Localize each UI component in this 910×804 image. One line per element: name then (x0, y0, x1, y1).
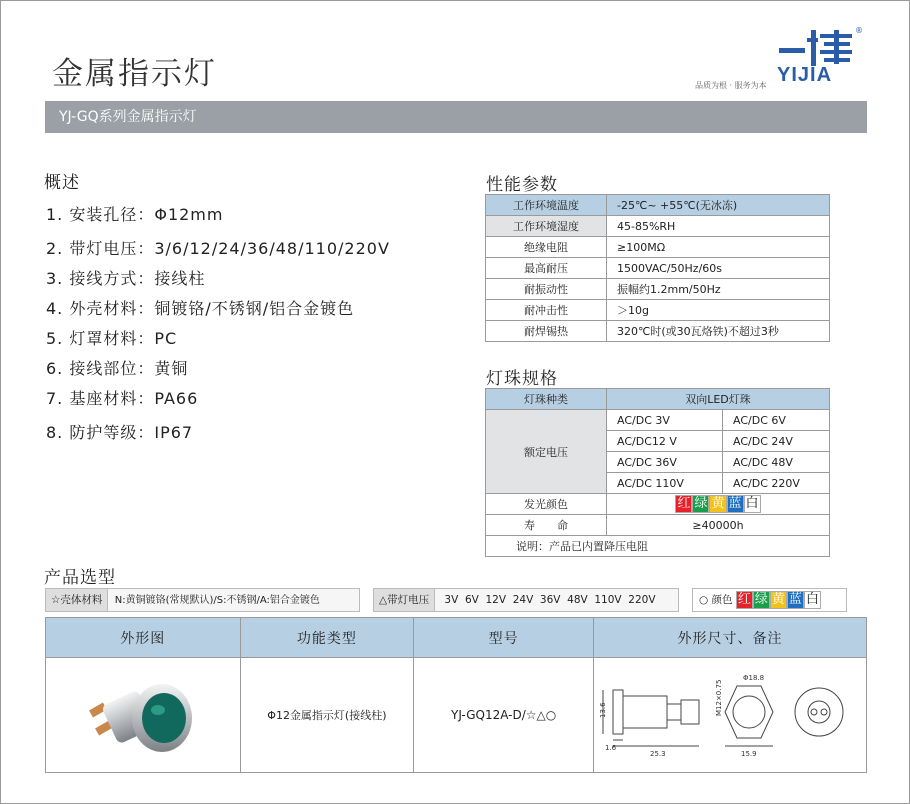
dim-nut-diameter: Φ18.8 (743, 673, 765, 682)
color-legend (692, 588, 847, 612)
overview-item: 4. 外壳材料：铜镀铬/不锈钢/铝合金镀色 (46, 299, 355, 318)
perf-value: 320℃时(或30瓦烙铁)不超过3秒 (607, 321, 830, 342)
table-row (486, 494, 830, 515)
overview-item: 7. 基座材料：PA66 (46, 389, 199, 408)
voltage-value: AC/DC 6V (723, 410, 830, 431)
column-header: 外形尺寸、备注 (594, 618, 867, 658)
table-row (486, 389, 830, 410)
column-header: 外形图 (46, 618, 241, 658)
table-row (486, 195, 830, 216)
shell-material-legend (45, 588, 360, 612)
voltage-value: AC/DC12 V (607, 431, 723, 452)
dim-head-length: 1.6 (605, 743, 617, 752)
overview-item: 1. 安装孔径：Φ12mm (46, 205, 224, 224)
voltage-value: AC/DC 24V (723, 431, 830, 452)
shell-material-tag: ☆壳体材料 (46, 589, 108, 611)
color-chip-blue: 蓝 (728, 496, 742, 511)
color-chips (607, 494, 830, 515)
function-type: Φ12金属指示灯(接线柱) (240, 658, 414, 773)
bead-note: 说明：产品已内置降压电阻 (486, 536, 830, 557)
perf-label: 工作环境温度 (486, 195, 607, 216)
voltage-tag: △带灯电压 (374, 589, 435, 611)
column-header: 型号 (414, 618, 594, 658)
table-row (486, 536, 830, 557)
yijia-logo (775, 26, 863, 86)
color-chip-blue: 蓝 (788, 592, 802, 607)
dim-thread: M12×0.75 (715, 679, 723, 716)
shell-material-value: N:黄铜镀铬(常规默认)/S:不锈钢/A:铝合金镀色 (114, 595, 320, 606)
color-chip-red: 红 (737, 592, 751, 607)
dimension-drawing (595, 664, 865, 764)
product-table (45, 617, 867, 773)
perf-value: 45-85%RH (607, 216, 830, 237)
performance-table (485, 194, 830, 342)
color-chip-red: 红 (677, 496, 691, 511)
product-image-cell (46, 658, 241, 773)
series-title-bar (45, 101, 867, 133)
voltage-options: 3V 6V 12V 24V 36V 48V 110V 220V (444, 594, 656, 606)
perf-value: -25℃~ +55℃(无冰冻) (607, 195, 830, 216)
overview-item: 8. 防护等级：IP67 (46, 423, 194, 442)
dim-width: 15.9 (741, 749, 757, 758)
registered-mark: ® (855, 26, 863, 35)
voltage-value: AC/DC 48V (723, 452, 830, 473)
table-row (486, 237, 830, 258)
voltage-value: AC/DC 36V (607, 452, 723, 473)
overview-item: 6. 接线部位：黄铜 (46, 359, 189, 378)
table-header-row (46, 618, 867, 658)
brand-name: YIJIA (777, 64, 833, 86)
voltage-value: AC/DC 220V (723, 473, 830, 494)
indicator-lamp-image (68, 664, 218, 764)
table-row (486, 321, 830, 342)
table-row (486, 300, 830, 321)
page-title: 金属指示灯 (52, 56, 217, 92)
voltage-legend (373, 588, 679, 612)
perf-value: ≥100MΩ (607, 237, 830, 258)
color-label: 发光颜色 (486, 494, 607, 515)
perf-label: 耐焊锡热 (486, 321, 607, 342)
selection-heading: 产品选型 (44, 568, 116, 588)
overview-item: 2. 带灯电压：3/6/12/24/36/48/110/220V (46, 239, 390, 258)
model-number: YJ-GQ12A-D/☆△○ (414, 658, 594, 773)
dim-overall: 25.3 (650, 749, 666, 758)
bead-type-label: 灯珠种类 (486, 389, 607, 410)
perf-label: 工作环境湿度 (486, 216, 607, 237)
life-label: 寿 命 (486, 515, 607, 536)
perf-label: 耐冲击性 (486, 300, 607, 321)
dimension-drawing-cell (594, 658, 867, 773)
color-chip-white: 白 (805, 592, 819, 607)
dim-height: 13.6 (599, 701, 607, 718)
bead-spec-heading: 灯珠规格 (486, 369, 558, 389)
perf-value: ＞10g (607, 300, 830, 321)
color-tag: ○ 颜色 (699, 594, 733, 606)
column-header: 功能类型 (240, 618, 414, 658)
perf-value: 1500VAC/50Hz/60s (607, 258, 830, 279)
performance-heading: 性能参数 (486, 175, 558, 195)
color-chip-green: 绿 (694, 496, 708, 511)
voltage-value: AC/DC 3V (607, 410, 723, 431)
overview-item: 5. 灯罩材料：PC (46, 329, 178, 348)
bead-spec-table (485, 388, 830, 557)
perf-value: 振幅约1.2mm/50Hz (607, 279, 830, 300)
overview-heading: 概述 (44, 173, 80, 193)
perf-label: 绝缘电阻 (486, 237, 607, 258)
bead-type-value: 双向LED灯珠 (607, 389, 830, 410)
table-row (486, 410, 830, 431)
voltage-value: AC/DC 110V (607, 473, 723, 494)
color-chip-white: 白 (745, 496, 759, 511)
table-row (486, 515, 830, 536)
color-chip-green: 绿 (754, 592, 768, 607)
color-chip-yellow: 黄 (771, 592, 785, 607)
table-row (486, 258, 830, 279)
life-value: ≥40000h (607, 515, 830, 536)
series-title: YJ-GQ系列金属指示灯 (59, 109, 197, 125)
table-row (486, 216, 830, 237)
voltage-label: 额定电压 (486, 410, 607, 494)
perf-label: 耐振动性 (486, 279, 607, 300)
color-chip-yellow: 黄 (711, 496, 725, 511)
perf-label: 最高耐压 (486, 258, 607, 279)
slogan: 品质为根 · 服务为本 (695, 81, 767, 90)
table-row (46, 658, 867, 773)
overview-item: 3. 接线方式：接线柱 (46, 269, 206, 288)
table-row (486, 279, 830, 300)
